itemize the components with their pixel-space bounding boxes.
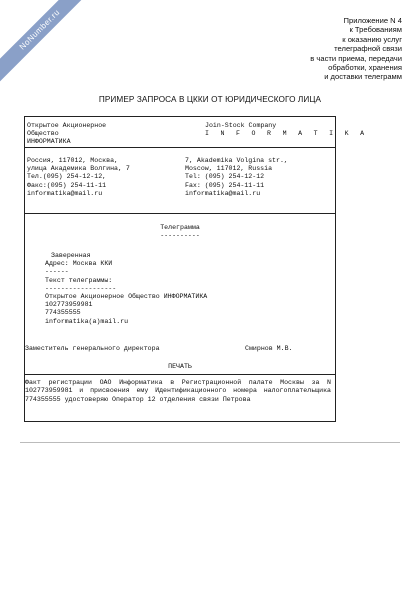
watermark-ribbon (0, 0, 90, 90)
sender-address-en (185, 157, 288, 198)
text-line: informatika@mail.ru (27, 189, 103, 197)
text-line: Россия, 117012, Москва, (27, 157, 119, 164)
text-line: ------ (45, 268, 69, 276)
annex-line: в части приема, передачи (310, 53, 402, 63)
text-line: ---------- (160, 232, 200, 240)
text-line: ------------------ (45, 284, 117, 292)
text-line: informatika(a)mail.ru (45, 317, 129, 325)
text-line: Текст телеграммы: (45, 276, 113, 284)
text-line: Телеграмма (160, 224, 200, 231)
telegram-body (45, 252, 207, 326)
annex-note (232, 16, 402, 82)
annex-line: к оказанию услуг (342, 34, 402, 44)
text-line: 102773959981 (45, 301, 93, 309)
text-line: улица Академика Волгина, 7 (27, 165, 130, 173)
text-line: Факс:(095) 254-11-11 (27, 181, 107, 189)
stamp-label: ПЕЧАТЬ (168, 363, 192, 370)
text-line: 774355555 (45, 309, 81, 317)
annex-line: обработки, хранения (328, 63, 402, 73)
text-line: Join-Stock Company (205, 122, 277, 129)
document-title: ПРИМЕР ЗАПРОСА В ЦККИ ОТ ЮРИДИЧЕСКОГО ЛИЦА (98, 95, 322, 104)
text-line: Moscow, 117012, Russia (185, 165, 273, 173)
divider (25, 374, 335, 375)
sender-address-ru (27, 157, 130, 198)
annex-line: телеграфной связи (334, 44, 402, 54)
text-line: Тел.(095) 254-12-12, (27, 173, 107, 181)
sender-name-en (185, 122, 368, 138)
text-line: Адрес: Москва ККИ (45, 260, 113, 268)
telegram-heading (25, 224, 335, 240)
text-line: Fax: (095) 254-11-11 (185, 181, 265, 189)
text-line: 7, Akademika Volgina str., (185, 157, 288, 164)
sender-name-ru (27, 122, 106, 147)
signatory-name: Смирнов М.В. (245, 345, 293, 352)
watermark-text: NoNumber.ru (0, 0, 90, 85)
divider (25, 213, 335, 214)
divider (25, 147, 335, 148)
text-line: Общество (27, 130, 59, 138)
text-line: Заверенная (51, 252, 91, 259)
annex-line: и доставки телеграмм (324, 72, 402, 82)
annex-line: к Требованиям (349, 25, 402, 35)
bottom-rule (20, 442, 400, 443)
text-line: ИНФОРМАТИКА (27, 138, 71, 146)
text-line: Открытое Акционерное (27, 122, 107, 129)
request-form (24, 116, 368, 422)
text-line: informatika@mail.ru (185, 189, 261, 197)
text-line: I N F O R M A T I K A (205, 130, 368, 138)
certification-text: Факт регистрации ОАО Информатика в Регистрационной палате Москвы за N 102773959981 и присвоения ему Идентификационного номера налогоплательщика 774355555 удостоверяю Оператор 12 отделения связи Петрова (25, 379, 331, 403)
text-line: Открытое Акционерное Общество ИНФОРМАТИКА (45, 293, 208, 301)
signatory-position: Заместитель генерального директора (25, 345, 160, 352)
annex-line: Приложение N 4 (343, 16, 402, 25)
text-line: Tel: (095) 254-12-12 (185, 173, 265, 181)
